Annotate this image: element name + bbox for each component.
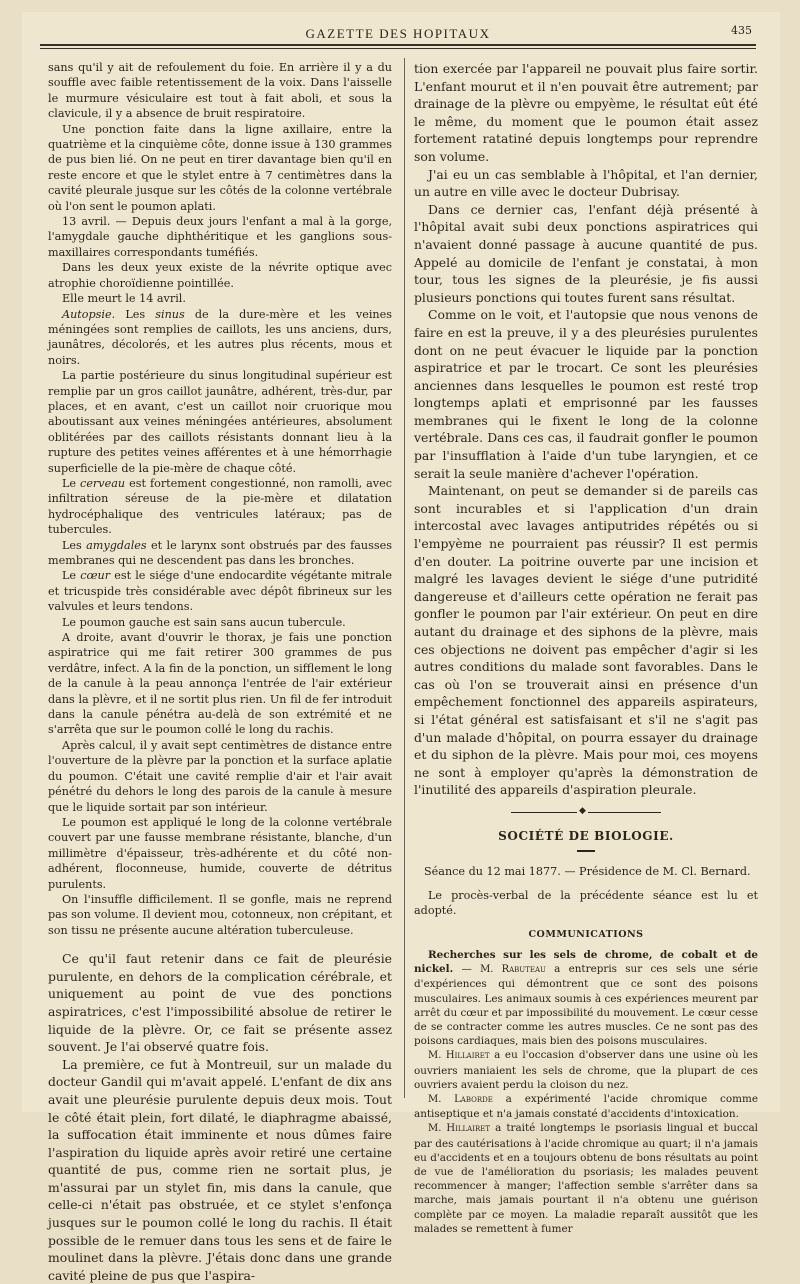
paragraph: Dans ce dernier cas, l'enfant déjà présenté à l'hôpital avait subi deux ponctions aspiratrices qui n'avaient donné passage à aucune quantité de pus. Appelé au domicile de l'enfant je constatai, à mon tour, tous les signes de la pleurésie, je fis aussi plusieurs ponctions qui toutes furent sans résultat.: [414, 201, 758, 305]
paragraph-coeur: [48, 568, 392, 614]
communication-item: [414, 1092, 758, 1121]
paragraph: Le poumon gauche est sain sans aucun tubercule.: [62, 615, 346, 629]
text-run: a expérimenté l'acide chromique comme antiseptique et n'a jamais constaté d'accidents d'intoxication.: [414, 1093, 758, 1121]
text-run: Les: [62, 538, 87, 552]
paragraph: Dans les deux yeux existe de la névrite optique avec atrophie choroïdienne pointillée.: [48, 261, 392, 290]
left-column: [48, 60, 392, 1284]
autopsie-label: Autopsie.: [62, 307, 116, 321]
text-run: a entrepris sur ces sels une série d'expériences qui démontrent que ce sont des poisons musculaires. Les animaux soumis à ces expériences meurent par arrêt du cœur et par impossibilité du mouvement. Le cœur cesse de se contracter comme les autres muscles. Ce ne sont pas des poisons cardiaques, mais bien des poisons musculaires.: [414, 963, 759, 1048]
text-run: et le larynx sont obstrués par des fausses membranes qui ne descendent pas dans les bronches.: [48, 538, 392, 567]
paragraph: sans qu'il y ait de refoulement du foie. En arrière il y a du souffle avec faible retentissement de la voix. Dans l'aisselle le murmure vésiculaire est tout à fait aboli, et sous la clavicule, il y a absence de bruit respiratoire.: [48, 61, 392, 121]
paragraph: La première, ce fut à Montreuil, sur un malade du docteur Gandil qui m'avait appelé. L'enfant de dix ans avait une pleurésie purulente depuis deux mois. Tout le côté était plein, fort dilaté, le diaphragme abaissé, la suffocation était imminente et nous dûmes faire l'aspiration du liquide après avoir retiré une certaine quantité de pus, comme rien ne sortait plus, je m'assurai par un stylet fin, mis dans la canule, que celle-ci n'était pas obstruée, et ce stylet s'enfonça jusques sur le poumon collé le long du rachis. Il était possible de le remuer dans tous les sens et de faire le moulinet dans la plèvre. J'étais donc dans une grande cavité pleine de pus que l'aspira-: [48, 1056, 392, 1283]
paragraph: On l'insuffle difficilement. Il se gonfle, mais ne reprend pas son volume. Il devient mou, cotonneux, non crépitant, et son tissu ne présente aucune altération tuberculeuse.: [48, 892, 392, 937]
paragraph: 13 avril. — Depuis deux jours l'enfant a mal à la gorge, l'amygdale gauche diphthéritique et les ganglions sous-maxillaires correspondants tuméfiés.: [48, 215, 392, 259]
speaker-name: M. Laborde: [428, 1094, 493, 1105]
text-run: a eu l'occasion d'observer dans une usine où les ouvriers maniaient les sels de chrome, que la plupart de ces ouvriers avaient perdu la cloison du nez.: [414, 1049, 758, 1091]
term: cœur: [80, 569, 111, 583]
paragraph: Ce qu'il faut retenir dans ce fait de pleurésie purulente, en dehors de la complication cérébrale, et uniquement au point de vue des ponctions aspiratrices, c'est l'impossibilité absolue de retirer le liquide de la plèvre. Or, ce fait se présente assez souvent. Je l'ai observé quatre fois.: [48, 951, 392, 1055]
communications-heading: COMMUNICATIONS: [528, 928, 644, 940]
journal-title: GAZETTE DES HOPITAUX: [305, 26, 491, 41]
seance-line: Séance du 12 mai 1877. — Présidence de M. Cl. Bernard.: [424, 865, 751, 879]
term: cerveau: [80, 476, 126, 490]
header-rule-thin: [40, 48, 756, 49]
speaker-name: M. Rabuteau: [480, 964, 546, 976]
short-rule: [577, 850, 595, 852]
text-run: a traité longtemps le psoriasis lingual et buccal par des cautérisations à l'acide chromique au quart; il n'a jamais eu d'accidents et en a toujours obtenu de bons résultats au point de vue de l'amélioration du psoriasis; les malades peuvent recommencer à manger; l'affection semble s'arrêter dans sa marche, mais jamais pourtant il n'a obtenu une guérison complète par ce moyen. La maladie reparaît aussitôt que les malades se remettent à fumer: [414, 1122, 758, 1235]
communication-item: Recherches sur les sels de chrome, de cobalt et de nickel. — M. Rabuteau a entrepris sur ces sels une série d'expériences qui démontrent que ce sont des poisons musculaires. Les animaux soumis à ces expériences meurent par arrêt du cœur et par impossibilité du mouvement. Le cœur cesse de se contracter comme les autres muscles. Ce ne sont pas des poisons cardiaques, mais bien des poisons musculaires.: [414, 948, 759, 1048]
header-rule: [40, 44, 756, 46]
paragraph: Le poumon est appliqué le long de la colonne vertébrale couvert par une fausse membrane résistante, blanche, d'un millimètre d'épaisseur, très-adhérente et du côté non-adhérent, floconneuse, humide, couverte de détritus purulents.: [48, 815, 392, 891]
paragraph-autopsie: [48, 307, 392, 369]
text-run: est fortement congestionné, non ramolli, avec infiltration séreuse de la pie-mère et dilatation hydrocéphalique des ventricules latéraux; pas de tubercules.: [48, 476, 392, 537]
text-run: est le siége d'une endocardite végétante mitrale et tricuspide très considérable avec dépôt fibrineux sur les valvules et leurs tendons.: [48, 569, 392, 614]
section-title: SOCIÉTÉ DE BIOLOGIE.: [498, 828, 674, 843]
communication-title: Recherches sur les sels de chrome, de cobalt et de nickel.: [414, 948, 758, 976]
paragraph: Une ponction faite dans la ligne axillaire, entre la quatrième et la cinquième côte, donne issue à 130 grammes de pus bien lié. On ne peut en tirer davantage bien qu'il en reste encore et que le stylet entre à 7 centimètres dans la cavité pleurale jusque sur les côtés de la colonne vertébrale où l'on sent le poumon aplati.: [48, 122, 392, 213]
page-number: 435: [731, 24, 752, 37]
paragraph: tion exercée par l'appareil ne pouvait plus faire sortir. L'enfant mourut et il n'en pouvait être autrement; par drainage de la plèvre ou empyème, le résultat eût été le même, du moment que le poumon était assez fortement ratatiné depuis longtemps pour reprendre son volume.: [414, 61, 758, 164]
term: amygdales: [86, 538, 147, 552]
communication-item: [414, 1121, 758, 1236]
paragraph: Après calcul, il y avait sept centimètres de distance entre l'ouverture de la plèvre par la ponction et la surface aplatie du poumon. C'était une cavité remplie d'air et l'air avait pénétré du dehors le long des parois de la canule à mesure que le liquide sortait par son intérieur.: [48, 738, 392, 814]
ornament-rule: [511, 809, 661, 817]
paragraph: J'ai eu un cas semblable à l'hôpital, et l'an dernier, un autre en ville avec le docteur Dubrisay.: [414, 166, 758, 200]
paragraph: Maintenant, on peut se demander si de pareils cas sont incurables et si l'application d'un drain intercostal avec lavages antiputrides répétés ou si l'empyème ne pourraient pas réussir? Il est permis d'en douter. La poitrine ouverte par une incision et malgré les lavages devient le siége d'une putridité dangereuse et d'ailleurs cette opération ne ferait pas gonfler le poumon par l'air extérieur. On peut en dire autant du drainage et des siphons de la plèvre, mais ces objections ne doivent pas empêcher d'agir si les autres conditions du malade sont favorables. Dans le cas où l'on se trouverait ainsi en présence d'un empêchement fonctionnel des appareils aspirateurs, si l'état général est satisfaisant et s'il ne s'agit pas d'un malade d'hôpital, on pourra essayer du drainage et du siphon de la plèvre. Mais pour moi, ces moyens ne sont à employer qu'après la démonstration de l'inutilité des appareils d'aspiration pleurale.: [414, 483, 758, 798]
spacer: [48, 938, 392, 950]
paragraph: Comme on le voit, et l'autopsie que nous venons de faire en est la preuve, il y a des pleurésies purulentes dont on ne peut évacuer le liquide par la ponction aspiratrice et par le trocart. Ce sont les pleurésies anciennes dans lesquelles le poumon est resté trop longtemps aplati et emprisonné par les fausses membranes qui le fixent le long de la colonne vertébrale. Dans ces cas, il faudrait gonfler le poumon par l'insufflation à l'aide d'un tube laryngien, et ce serait la seule manière d'achever l'opération.: [414, 307, 758, 481]
paragraph-amygdales: [48, 538, 392, 569]
paragraph: A droite, avant d'ouvrir le thorax, je fais une ponction aspiratrice qui me fait retirer 300 grammes de pus verdâtre, infect. A la fin de la ponction, un sifflement le long de la canule à la peau annonça l'entrée de l'air extérieur dans la plèvre, et il ne sortit plus rien. Un fil de fer introduit dans la canule pénétra au-delà de son extrémité et ne s'arrêta que sur le poumon collé le long du rachis.: [48, 631, 392, 737]
text-run: Le: [62, 569, 81, 583]
paragraph-cerveau: [48, 476, 392, 538]
right-column: [414, 60, 758, 1236]
communication-item: [414, 1048, 758, 1092]
paragraph: La partie postérieure du sinus longitudinal supérieur est remplie par un gros caillot jaunâtre, adhérent, très-dur, par places, et en avant, c'est un caillot noir cruorique mou aboutissant aux veines méningées antérieures, absolument oblitérées par des caillots résistants donnant lieu à la rupture des petites veines afférentes et à une hémorrhagie superficielle de la pie-mère de chaque côté.: [48, 369, 392, 475]
speaker-name: M. Hillairet: [428, 1123, 491, 1135]
text-run: de la dure-mère et les veines méningées sont remplies de caillots, les uns anciens, durs, jaunâtres, décolorés, et les autres plus récents, mous et noirs.: [48, 307, 393, 367]
text-run: Les: [115, 307, 156, 321]
text-run: Le: [62, 476, 81, 490]
term: sinus: [155, 307, 185, 321]
paragraph: Elle meurt le 14 avril.: [62, 292, 186, 306]
column-divider: [404, 58, 405, 1098]
speaker-name: M. Hillairet: [428, 1050, 490, 1062]
proces-verbal: Le procès-verbal de la précédente séance est lu et adopté.: [414, 888, 758, 918]
page-header: [40, 22, 756, 44]
